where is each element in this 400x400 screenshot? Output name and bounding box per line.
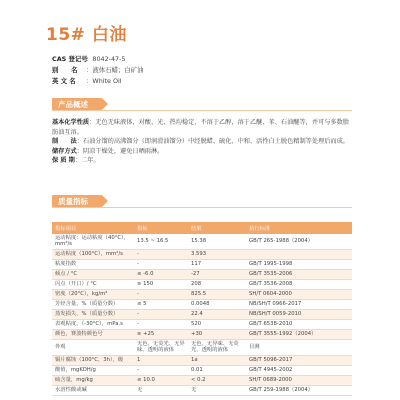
- overview-text: 阴凉干燥处，避免日晒雨淋。: [82, 147, 164, 155]
- overview-text: 无色无味液体，对酸、光、热均稳定，不溶于乙醇，溶于乙醚、苯、石油醚等，并可与多数脂肪油互溶。: [52, 119, 349, 136]
- cell-standard: SH/T 0604-2000: [246, 289, 352, 299]
- info-row-english: 英 文 名 ：White Oil: [52, 77, 122, 85]
- info-value: 8042-47-5: [92, 55, 126, 63]
- table-row: [52, 375, 352, 385]
- cell-result: 无: [188, 385, 246, 395]
- table-row: [52, 329, 352, 339]
- cell-item: 酸值，mgKOH/g: [52, 365, 134, 375]
- overview-label: 保 质 期: [52, 157, 75, 164]
- cell-result: 825.5: [188, 289, 246, 299]
- spec-table: [52, 222, 352, 396]
- cell-standard: GB/T 259-1988（2004）: [246, 385, 352, 395]
- cell-spec: -: [134, 319, 188, 329]
- info-value: White Oil: [92, 77, 122, 85]
- cell-standard: GB/T 265-1988（2004）: [246, 234, 352, 249]
- table-row: [52, 289, 352, 299]
- cell-spec: ≥ +25: [134, 329, 188, 339]
- cell-spec: 1: [134, 355, 188, 365]
- cell-standard: GB/T 5096-2017: [246, 355, 352, 365]
- cell-standard: GB/T 6538-2010: [246, 319, 352, 329]
- cell-item: 蒸发损失，%（质量分数）: [52, 309, 134, 319]
- cell-item: 铜片腐蚀（100°C，3h），级: [52, 355, 134, 365]
- section-divider: [52, 207, 352, 208]
- table-row: [52, 309, 352, 319]
- cell-standard: NB/SH/T 0059-2010: [246, 309, 352, 319]
- cell-spec: -: [134, 309, 188, 319]
- section-divider: [52, 110, 352, 111]
- cell-result: +30: [188, 329, 246, 339]
- header-spec: 指标: [134, 222, 188, 234]
- cell-result: 208: [188, 279, 246, 289]
- section-header-spec: [52, 195, 102, 207]
- table-row: [52, 234, 352, 249]
- table-row: [52, 279, 352, 289]
- basic-info: [52, 54, 144, 87]
- table-row: [52, 355, 352, 365]
- cell-result: 无色、无异味、无荧光、透明的液体: [188, 339, 246, 355]
- cell-result: 520: [188, 319, 246, 329]
- overview-item: 储存方式：阴凉干燥处，避免日晒雨淋。: [52, 147, 164, 155]
- cell-item: 水溶性酸或碱: [52, 385, 134, 395]
- cell-result: 15.38: [188, 234, 246, 249]
- cell-result: 117: [188, 259, 246, 269]
- info-row-alias: 别 名 ：液体石蜡；白矿油: [52, 66, 144, 74]
- table-row: [52, 339, 352, 355]
- overview-label: 制 法: [52, 138, 77, 145]
- header-result: 结果: [188, 222, 246, 234]
- cell-spec: ≤ 10.0: [134, 375, 188, 385]
- overview-text: 二年。: [81, 157, 100, 164]
- cell-spec: -: [134, 289, 188, 299]
- cell-spec: -: [134, 365, 188, 375]
- table-header-row: [52, 222, 352, 234]
- cell-item: 运动粘度（100°C），mm²/s: [52, 249, 134, 259]
- overview-text: 石油分馏的高沸馏分（即润滑油馏分）中经脱蜡、硫化、中和、活性白土脱色精制等处理后而成。: [82, 138, 349, 145]
- overview-item: 基本化学性质：无色无味液体，对酸、光、热均稳定，不溶于乙醇，溶于乙醚、苯、石油醚等，并可与多数脂肪油互溶。: [52, 119, 349, 136]
- cell-spec: ≤ 5: [134, 299, 188, 309]
- header-item: 指标项目: [52, 222, 134, 234]
- table-body: [52, 234, 352, 395]
- cell-item: 粘度指数: [52, 259, 134, 269]
- cell-standard: NB/SH/T 0966-2017: [246, 299, 352, 309]
- overview-item: 制 法：石油分馏的高沸馏分（即润滑油馏分）中经脱蜡、硫化、中和、活性白土脱色精制等处理后而成。: [52, 138, 349, 145]
- cell-standard: GB/T 3536-2008: [246, 279, 352, 289]
- cell-item: 密度（20°C），kg/m³: [52, 289, 134, 299]
- info-value: 液体石蜡；白矿油: [92, 66, 144, 74]
- overview-label: 储存方式: [52, 147, 77, 155]
- overview-block: [52, 118, 352, 166]
- cell-standard: GB/T 3555-1992（2004）: [246, 329, 352, 339]
- cell-result: 22.4: [188, 309, 246, 319]
- info-row-cas: CAS 登记号：8042-47-5: [52, 55, 126, 63]
- cell-item: 表观粘度，（-30°C），mPa.s: [52, 319, 134, 329]
- cell-spec: ≥ 150: [134, 279, 188, 289]
- table-row: [52, 299, 352, 309]
- overview-label: 基本化学性质: [52, 119, 90, 126]
- cell-result: 1a: [188, 355, 246, 365]
- page-title: 15# 白油: [46, 25, 127, 45]
- cell-item: 运动粘度：运动粘度（40°C），mm²/s: [52, 234, 134, 249]
- cell-result: 0.0048: [188, 299, 246, 309]
- table-row: [52, 259, 352, 269]
- table-row: [52, 249, 352, 259]
- cell-item: 硫含量，mg/kg: [52, 375, 134, 385]
- cell-standard: GB/T 3535-2006: [246, 269, 352, 279]
- cell-standard: GB/T 1995-1998: [246, 259, 352, 269]
- info-label: CAS 登记号: [52, 55, 88, 63]
- cell-item: 闪点（开口）/ °C: [52, 279, 134, 289]
- cell-item: 倾点 / °C: [52, 269, 134, 279]
- info-label: 别 名: [52, 66, 78, 74]
- cell-item: 外观: [52, 339, 134, 355]
- cell-spec: 无: [134, 385, 188, 395]
- overview-item: 保 质 期：二年。: [52, 157, 100, 164]
- cell-standard: 目测: [246, 339, 352, 355]
- section-header-overview: [52, 98, 102, 110]
- cell-spec: ≤ -6.0: [134, 269, 188, 279]
- table-row: [52, 269, 352, 279]
- cell-standard: [246, 249, 352, 259]
- cell-item: 颜色，赛波特颜色号: [52, 329, 134, 339]
- info-label: 英 文 名: [52, 77, 76, 85]
- cell-standard: GB/T 4945-2002: [246, 365, 352, 375]
- table-row: [52, 319, 352, 329]
- cell-standard: SH/T 0689-2000: [246, 375, 352, 385]
- cell-spec: 无色、无荧光、无异味、透明的液体: [134, 339, 188, 355]
- section-title: 产品概述: [58, 100, 88, 109]
- cell-result: < 0.2: [188, 375, 246, 385]
- cell-spec: -: [134, 259, 188, 269]
- cell-spec: -: [134, 249, 188, 259]
- cell-result: 3.593: [188, 249, 246, 259]
- section-title: 质量指标: [58, 197, 88, 206]
- header-standard: 执行标准: [246, 222, 352, 234]
- table-row: [52, 385, 352, 395]
- cell-result: -27: [188, 269, 246, 279]
- cell-result: 0.01: [188, 365, 246, 375]
- table-row: [52, 365, 352, 375]
- cell-item: 芳烃含量，%（质量分数）: [52, 299, 134, 309]
- cell-spec: 13.5 ~ 16.5: [134, 234, 188, 249]
